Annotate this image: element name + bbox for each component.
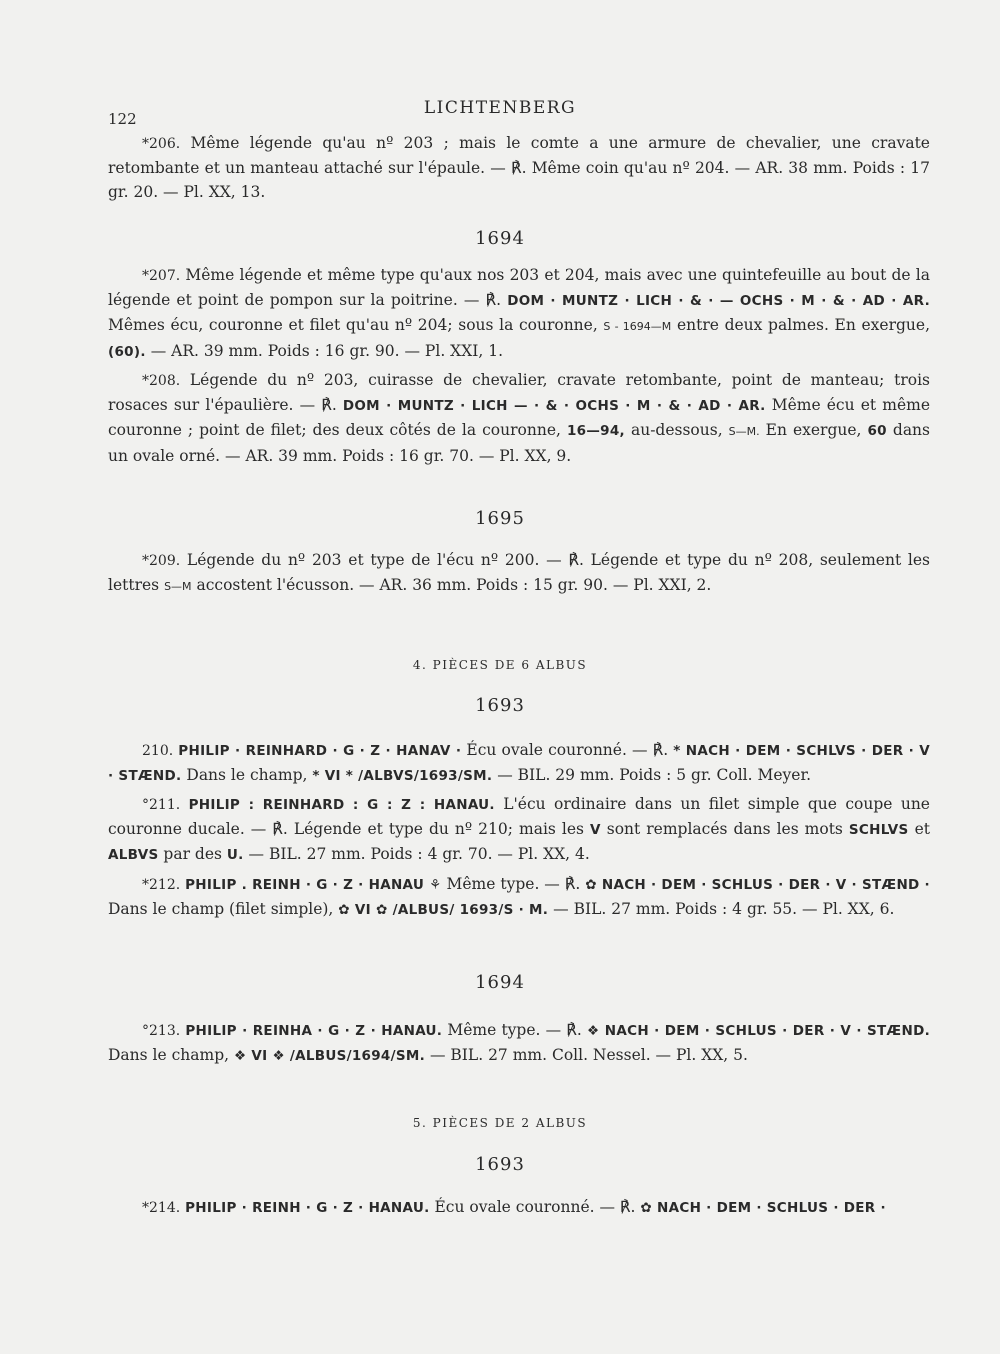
coin-legend: ✿ VI ✿ /ALBUS/ 1693/S · M. [338, 902, 549, 918]
entry-213 [108, 1018, 930, 1068]
coin-legend: ✿ NACH · DEM · SCHLUS · DER · [640, 1200, 886, 1216]
entry-text: — BIL. 27 mm. Poids : 4 gr. 55. — Pl. XX, 6. [553, 900, 895, 918]
section-heading-6-albus: 4. PIÈCES DE 6 ALBUS [412, 658, 588, 672]
entry-number: 210. [142, 743, 174, 759]
coin-legend: DOM · MUNTZ · LICH — · & · OCHS · M · & · AD · AR. [342, 398, 766, 414]
entry-text: Légende du nº 203 et type de l'écu nº 200. — ℟. Légende et type du nº 208, seulement les lettres [108, 551, 931, 594]
entry-number: *212. [142, 877, 181, 893]
entry-214 [108, 1195, 930, 1220]
coin-legend: PHILIP . REINH · G · Z · HANAU ⚘ [185, 877, 442, 893]
coin-legend: PHILIP · REINHA · G · Z · HANAU. [185, 1023, 443, 1039]
entry-number: °211. [142, 797, 181, 813]
coin-legend: ✿ NACH · DEM · SCHLUS · DER · V · STÆND · [585, 877, 930, 893]
entry-text: Même légende et même type qu'aux nos 203 et 204, mais avec une quintefeuille au bout de la légende et point de pompon sur la poitrine. — ℟. [108, 266, 930, 309]
running-head: LICHTENBERG [423, 98, 577, 118]
coin-legend: U. [226, 847, 244, 863]
entry-text: Même légende qu'au nº 203 ; mais le comte a une armure de chevalier, une cravate retombante et un manteau attaché sur l'épaule. — ℟. Même coin qu'au nº 204. — AR. 38 mm. Poids : 17 gr. 20. — Pl. XX, 13. [108, 134, 930, 201]
entry-208 [108, 368, 930, 468]
entry-text: Même type. — ℟. [447, 1021, 582, 1039]
year-heading-1694: 1694 [475, 228, 525, 249]
page-number: 122 [108, 110, 137, 128]
entry-text: En exergue, [765, 421, 862, 439]
entry-210 [108, 738, 930, 788]
entry-text: accostent l'écusson. — AR. 36 mm. Poids : 15 gr. 90. — Pl. XXI, 2. [196, 576, 712, 594]
year-heading-1695: 1695 [475, 508, 525, 529]
coin-legend: 60 [867, 423, 887, 439]
entry-209 [108, 548, 930, 599]
coin-legend: PHILIP · REINHARD · G · Z · HANAV · [178, 743, 462, 759]
entry-text: L'écu ordinaire dans un filet simple que coupe une couronne ducale. — ℟. Légende et type du nº 210; mais les [108, 795, 930, 838]
coin-legend: V [589, 822, 601, 838]
entry-text: par des [163, 845, 222, 863]
entry-text: Écu ovale couronné. — ℟. [434, 1198, 636, 1216]
entry-text: — BIL. 27 mm. Poids : 4 gr. 70. — Pl. XX, 4. [248, 845, 590, 863]
entry-number: *209. [142, 553, 181, 569]
entry-text: entre deux palmes. En exergue, [676, 316, 930, 334]
entry-text: Même type. — ℟. [446, 875, 581, 893]
entry-text: Dans le champ, [108, 1046, 230, 1064]
entry-207 [108, 263, 930, 364]
entry-number: *207. [142, 268, 181, 284]
entry-text: et [914, 820, 930, 838]
coin-legend: SCHLVS [848, 822, 909, 838]
entry-number: °213. [142, 1023, 181, 1039]
coin-legend: * NACH · DEM · SCHLVS · DER · V · STÆND. [108, 743, 931, 784]
coin-legend: 16—94, [566, 423, 625, 439]
entry-text: Même écu et même couronne ; point de filet; des deux côtés de la couronne, [108, 396, 930, 439]
coin-legend: ALBVS [108, 847, 159, 863]
entry-text: au-dessous, [630, 421, 723, 439]
entry-text: Écu ovale couronné. — ℟. [466, 741, 669, 759]
mint-letters: S - 1694—M [603, 320, 672, 333]
entry-text: — BIL. 29 mm. Poids : 5 gr. Coll. Meyer. [497, 766, 812, 784]
entry-text: — BIL. 27 mm. Coll. Nessel. — Pl. XX, 5. [429, 1046, 748, 1064]
coin-legend: (60). [108, 344, 146, 360]
entry-211 [108, 792, 930, 867]
mint-letters: S—M. [728, 425, 760, 438]
coin-legend: ❖ VI ❖ /ALBUS/1694/SM. [233, 1048, 426, 1064]
coin-legend: PHILIP · REINH · G · Z · HANAU. [185, 1200, 430, 1216]
mint-letters: S—M [164, 580, 192, 593]
coin-legend: ❖ NACH · DEM · SCHLUS · DER · V · STÆND. [586, 1023, 931, 1039]
year-heading-1693-b: 1693 [475, 1154, 525, 1175]
entry-text: sont remplacés dans les mots [606, 820, 843, 838]
entry-text: — AR. 39 mm. Poids : 16 gr. 90. — Pl. XXI, 1. [150, 342, 504, 360]
entry-text: dans un ovale orné. — AR. 39 mm. Poids : 16 gr. 70. — Pl. XX, 9. [108, 421, 930, 465]
entry-206 [108, 131, 930, 204]
entry-text: Dans le champ, [186, 766, 308, 784]
year-heading-1693: 1693 [475, 695, 525, 716]
entry-number: *206. [142, 136, 181, 152]
entry-text: Légende du nº 203, cuirasse de chevalier, cravate retombante, point de manteau; trois rosaces sur l'épaulière. — ℟. [108, 371, 930, 414]
entry-number: *208. [142, 373, 181, 389]
coin-legend: PHILIP : REINHARD : G : Z : HANAU. [188, 797, 495, 813]
coin-legend: * VI * /ALBVS/1693/SM. [312, 768, 493, 784]
year-heading-1694-b: 1694 [475, 972, 525, 993]
entry-text: Mêmes écu, couronne et filet qu'au nº 204; sous la couronne, [108, 316, 598, 334]
entry-text: Dans le champ (filet simple), [108, 900, 334, 918]
section-heading-2-albus: 5. PIÈCES DE 2 ALBUS [412, 1116, 588, 1130]
coin-legend: DOM · MUNTZ · LICH · & · — OCHS · M · & · AD · AR. [507, 293, 931, 309]
entry-number: *214. [142, 1200, 181, 1216]
entry-212 [108, 872, 930, 922]
